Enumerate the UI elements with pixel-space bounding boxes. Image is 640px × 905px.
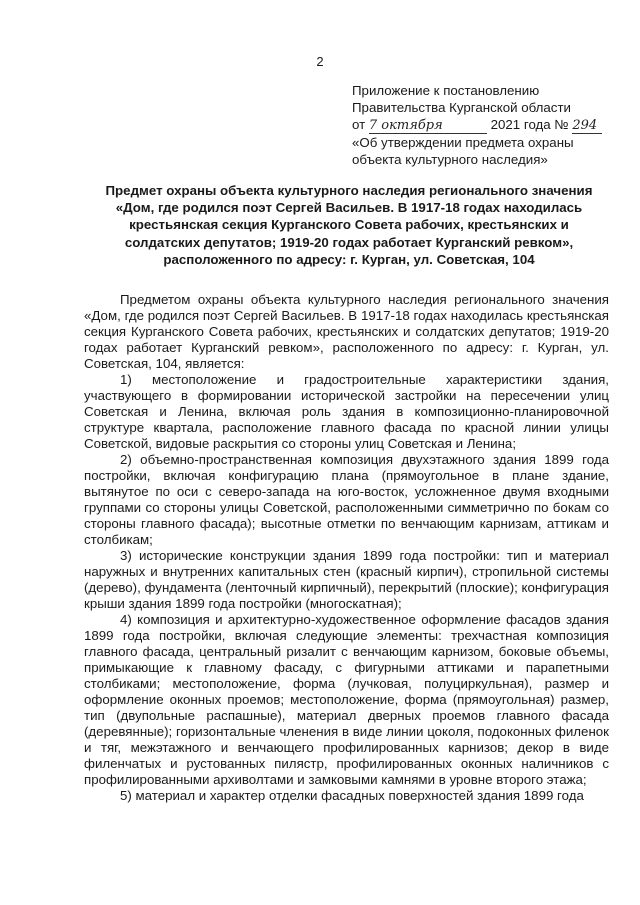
annex-line-1: Приложение к постановлению (352, 83, 540, 98)
document-body (84, 292, 609, 804)
paragraph-item-4: 4) композиция и архитектурно-художественное оформление фасадов здания 1899 года постройки, включая следующие элементы: трехчастная композиция главного фасада, центральный ризалит с венчающим карнизом, боковые объемы, примыкающие к главному фасаду, с фигурными аттиками и парапетными столбиками; местоположение, форма (лучковая, полуциркульная), размер и оформление оконных проемов; местоположение, форма (прямоугольная) размер, тип (двупольные распашные), материал дверных проемов главного фасада (деревянные); горизонтальные членения в виде линии цоколя, подоконных филенок и тяг, межэтажного и венчающего профилированных карнизов; декор в виде филенчатых и рустованных пилястр, профилированных оконных наличников с профилированными архиволтами и замковыми камнями в уровне второго этажа; (84, 612, 609, 787)
date-suffix: 2021 года № (490, 117, 569, 132)
paragraph-item-1: 1) местоположение и градостроительные характеристики здания, участвующего в формировании исторической застройки на пересечении улиц Советская и Ленина, включая роль здания в композиционно-планировочной структуре квартала, расположение главного фасада по красной линии улицы Советской, видовые раскрытия со стороны улиц Советская и Ленина; (84, 372, 609, 451)
annex-block (352, 82, 622, 168)
page-number: 2 (316, 54, 324, 69)
date-prefix: от (352, 117, 366, 132)
annex-date-line (352, 116, 622, 134)
paragraph-item-3: 3) исторические конструкции здания 1899 года постройки: тип и материал наружных и внутренних капитальных стен (красный кирпич), стропильной системы (дерево), фундамента (ленточный кирпичный), перекрытий (плоские); конфигурация крыши здания 1899 года постройки (многоскатная); (84, 548, 609, 611)
paragraph-intro: Предметом охраны объекта культурного наследия регионального значения «Дом, где родился поэт Сергей Васильев. В 1917-18 годах находилась крестьянская секция Курганского Совета рабочих, крестьянских и солдатских депутатов; 1919-20 годах работает Курганский ревком», расположенного по адресу: г. Курган, ул. Советская, 104, является: (84, 292, 609, 371)
annex-subject-line-1: «Об утверждении предмета охраны (352, 135, 574, 150)
document-title: Предмет охраны объекта культурного наследия регионального значения «Дом, где родился поэт Сергей Васильев. В 1917-18 годах находилась крестьянская секция Курганского Совета рабочих, крестьянских и солдатских депутатов; 1919-20 годах работает Курганский ревком», расположенного по адресу: г. Курган, ул. Советская, 104 (105, 183, 593, 267)
handwritten-date: 7 октября (369, 119, 487, 134)
annex-line-2: Правительства Курганской области (352, 100, 571, 115)
annex-subject-line-2: объекта культурного наследия» (352, 152, 548, 167)
paragraph-item-2: 2) объемно-пространственная композиция двухэтажного здания 1899 года постройки, включая конфигурацию плана (прямоугольное в плане здание, вытянутое по оси с северо-запада на юго-восток, усложненное двумя входными группами со стороны улицы Советской, расположенными симметрично по бокам со стороны главного фасада); высотные отметки по венчающим карнизам, аттикам и столбикам; (84, 452, 609, 547)
paragraph-item-5: 5) материал и характер отделки фасадных поверхностей здания 1899 года (120, 788, 584, 803)
handwritten-number: 294 (572, 119, 602, 134)
